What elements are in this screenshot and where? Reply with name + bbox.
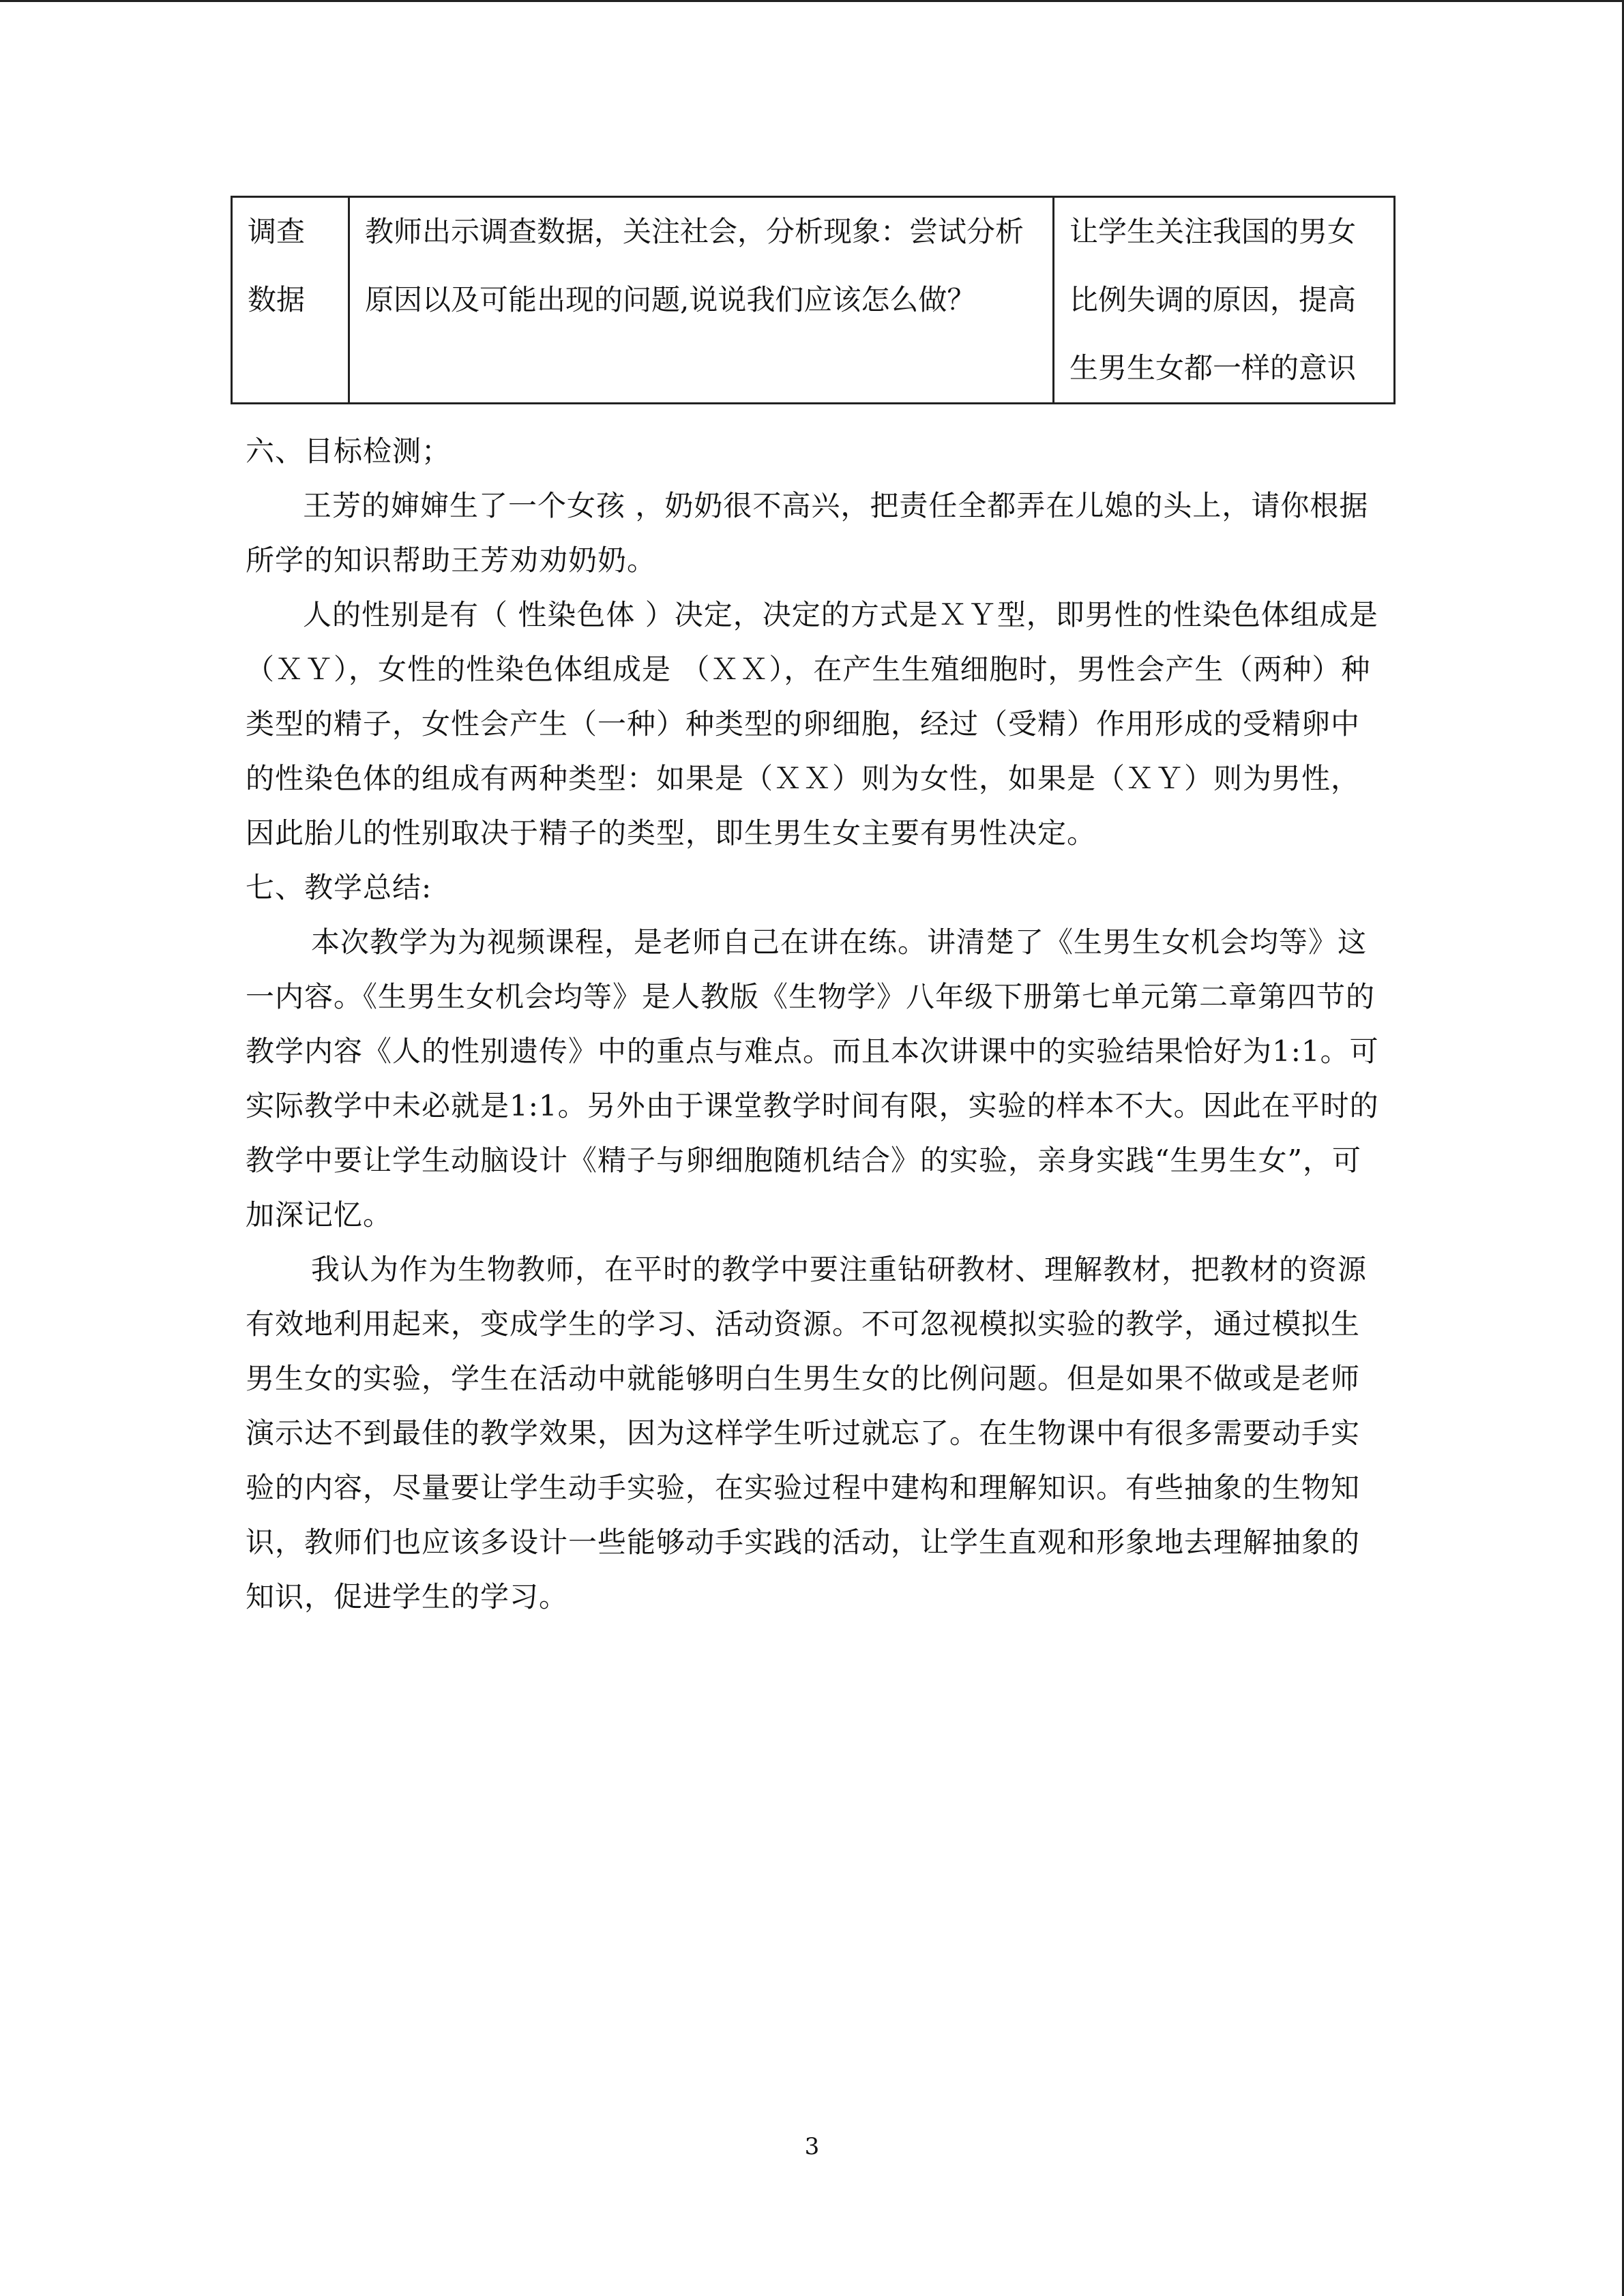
stage-cell (232, 197, 349, 404)
stage-label-line2: 数据 (248, 283, 306, 316)
section7-heading: 七、教学总结: (246, 871, 432, 904)
section7-paragraph-2: 我认为作为生物教师，在平时的教学中要注重钻研教材、理解教材，把教材的资源有效地利用起来，变成学生的学习、活动资源。不可忽视模拟实验的教学，通过模拟生男生女的实验，学生在活动中就能够明白生男生女的比例问题。但是如果不做或是老师演示达不到最佳的教学效果，因为这样学生听过就忘了。在生物课中有很多需要动手实验的内容，尽量要让学生动手实验，在实验过程中建构和理解知识。有些抽象的生物知识，教师们也应该多设计一些能够动手实践的活动，让学生直观和形象地去理解抽象的知识，促进学生的学习。 (246, 1253, 1368, 1613)
page-number: 3 (804, 2133, 820, 2160)
stage-label-line1: 调查 (248, 215, 306, 248)
section6-paragraph-1: 王芳的婶婶生了一个女孩 ，奶奶很不高兴，把责任全都弄在儿媳的头上，请你根据所学的知识帮助王芳劝劝奶奶。 (246, 489, 1369, 577)
table-row (232, 197, 1395, 404)
section6-heading: 六、目标检测； (246, 434, 452, 468)
section7-paragraph-1: 本次教学为为视频课程，是老师自己在讲在练。讲清楚了《生男生女机会均等》这一内容。《生男生女机会均等》是人教版《生物学》八年级下册第七单元第二章第四节的教学内容《人的性别遗传》中的重点与难点。而且本次讲课中的实验结果恰好为1:1。可实际教学中未必就是1:1。另外由于课堂教学时间有限，实验的样本不大。因此在平时的教学中要让学生动脑设计《精子与卵细胞随机结合》的实验，亲身实践“生男生女”，可加深记忆。 (246, 925, 1379, 1232)
lesson-plan-table (231, 196, 1396, 404)
section6-paragraph-2: 人的性别是有（ 性染色体 ）决定，决定的方式是ＸＹ型，即男性的性染色体组成是（ＸＹ），女性的性染色体组成是 （ＸＸ），在产生生殖细胞时，男性会产生（两种）种类型的精子，女性会产生（一种）种类型的卵细胞，经过（受精）作用形成的受精卵中的性染色体的组成有两种类型：如果是（ＸＸ）则为女性，如果是（ＸＹ）则为男性，因此胎儿的性别取决于精子的类型，即生男生女主要有男性决定。 (246, 598, 1378, 850)
activity-cell: 教师出示调查数据，关注社会，分析现象：尝试分析原因以及可能出现的问题,说说我们应该怎么做？ (349, 197, 1054, 404)
intent-cell: 让学生关注我国的男女比例失调的原因，提高生男生女都一样的意识 (1054, 197, 1395, 404)
document-body (246, 424, 1385, 1624)
